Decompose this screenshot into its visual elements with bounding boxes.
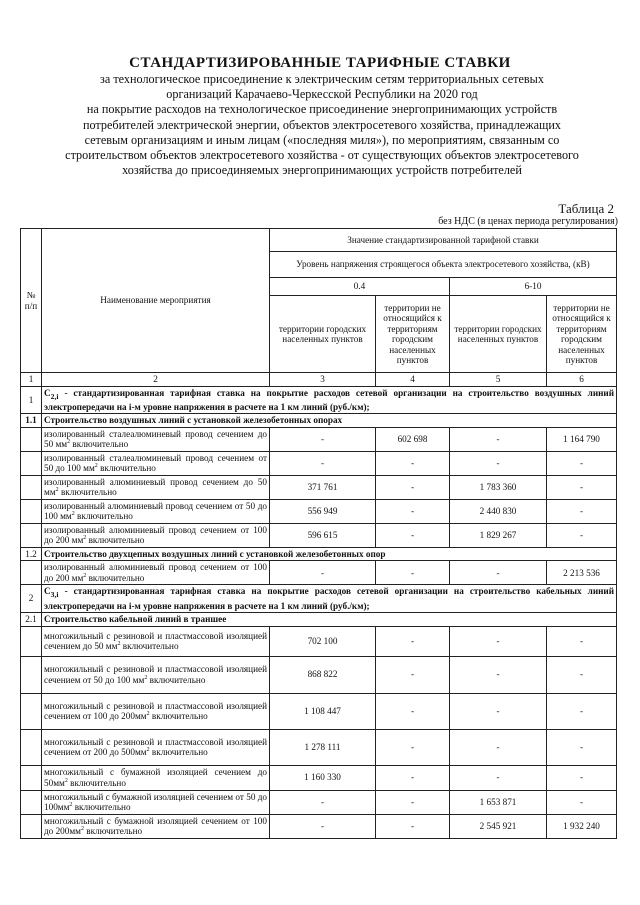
measure-name: многожильный с резиновой и пластмассовой изоляцией сечением до 50 $мм^2$ включительно — [42, 626, 270, 656]
tariff-value-v6: - — [547, 475, 617, 499]
tariff-value-v5: - — [450, 765, 547, 790]
subtitle-line: хозяйства до присоединяемых энергопринимающих устройств потребителей — [122, 163, 522, 178]
tariff-value-v5: 1 653 871 — [450, 790, 547, 814]
subtitle-line: на покрытие расходов на технологическое присоединение энергопринимающих устройств — [86, 102, 558, 117]
subtitle-line: потребителей электрической энергии, объектов электросетевого хозяйства, принадлежащих — [82, 117, 562, 132]
subsection-number: 1.1 — [21, 414, 42, 428]
document-title: СТАНДАРТИЗИРОВАННЫЕ ТАРИФНЫЕ СТАВКИ — [129, 55, 511, 71]
column-number: 1 — [21, 373, 42, 387]
table-row — [21, 626, 617, 656]
row-number-cell — [21, 626, 42, 656]
tariff-table — [20, 228, 617, 839]
table-row — [21, 729, 617, 765]
tariff-value-v3: - — [270, 451, 376, 475]
subsection-row — [21, 414, 617, 428]
tariff-value-v5: - — [450, 427, 547, 451]
section-row — [21, 585, 617, 613]
tariff-value-v5: 1 829 267 — [450, 523, 547, 547]
tariff-value-v6: - — [547, 790, 617, 814]
measure-name: многожильный с бумажной изоляцией сечением от 50 до $100мм^2$ включительно — [42, 790, 270, 814]
section-text: Строительство двухцепных воздушных линий с установкой железобетонных опор — [42, 547, 617, 561]
tariff-value-v4: - — [376, 693, 450, 729]
tariff-value-v6: - — [547, 626, 617, 656]
subtitle-line: организаций Карачаево-Черкесской Республики на 2020 год — [166, 87, 478, 102]
section-row — [21, 613, 617, 627]
tariff-value-v6: - — [547, 499, 617, 523]
row-number-cell — [21, 561, 42, 585]
column-number: 6 — [547, 373, 617, 387]
tariff-value-v6: 1 932 240 — [547, 814, 617, 838]
tariff-value-v5: 2 440 830 — [450, 499, 547, 523]
tariff-value-v3: - — [270, 814, 376, 838]
tariff-value-v6: - — [547, 729, 617, 765]
tariff-value-v4: - — [376, 729, 450, 765]
section-row — [21, 386, 617, 414]
table-row — [21, 523, 617, 547]
column-number: 4 — [376, 373, 450, 387]
row-number-cell — [21, 814, 42, 838]
tariff-value-v3: - — [270, 790, 376, 814]
header-urban: территории городских населенных пунктов — [450, 296, 547, 373]
tariff-value-v5: 2 545 921 — [450, 814, 547, 838]
tariff-value-v3: 702 100 — [270, 626, 376, 656]
subtitle-line: сетевым организациям и иным лицам («последняя миля»), по мероприятиям, связанным со — [84, 132, 560, 147]
measure-name: многожильный с резиновой и пластмассовой изоляцией сечением от 50 до 100 $мм^2$ включительно — [42, 656, 270, 693]
table-number: Таблица 2 — [558, 201, 614, 216]
tariff-value-v5: - — [450, 451, 547, 475]
tariff-value-v3: - — [270, 427, 376, 451]
row-number-cell — [21, 790, 42, 814]
measure-name: изолированный алюминиевый провод сечением до 50 $мм^2$ включительно — [42, 475, 270, 499]
header-nonurban: территории не относящийся к территориям городским населенных пунктов — [547, 296, 617, 373]
subtitle-line: за технологическое присоединение к электрическим сетям территориальных сетевых — [100, 72, 544, 86]
measure-name: многожильный с резиновой и пластмассовой изоляцией сечением от 200 до $500мм^2$ включительно — [42, 729, 270, 765]
tariff-value-v6: 1 164 790 — [547, 427, 617, 451]
subsection-text: Строительство воздушных линий с установкой железобетонных опорах — [42, 414, 617, 428]
tariff-value-v6: - — [547, 656, 617, 693]
row-number-cell — [21, 729, 42, 765]
tariff-value-v6: - — [547, 765, 617, 790]
section-number: 2 — [21, 585, 42, 613]
tariff-value-v4: - — [376, 765, 450, 790]
section-row — [21, 547, 617, 561]
table-row — [21, 561, 617, 585]
row-number-cell — [21, 765, 42, 790]
tariff-value-v4: - — [376, 656, 450, 693]
header-urban: территории городских населенных пунктов — [270, 296, 376, 373]
measure-name: изолированный алюминиевый провод сечением от 100 до 200 $мм^2$ включительно — [42, 523, 270, 547]
measure-name: изолированный сталеалюминевый провод сечением от 50 до 100 $мм^2$ включительно — [42, 451, 270, 475]
column-number: 2 — [42, 373, 270, 387]
tariff-value-v4: - — [376, 523, 450, 547]
measure-name: изолированный сталеалюминевый провод сечением до 50 $мм^2$ включительно — [42, 427, 270, 451]
column-number: 3 — [270, 373, 376, 387]
measure-name: изолированный алюминиевый провод сечением от 100 до 200 $мм^2$ включительно — [42, 561, 270, 585]
table-row — [21, 475, 617, 499]
tariff-value-v3: 1 160 330 — [270, 765, 376, 790]
section-number: 2.1 — [21, 613, 42, 627]
section-text: $C_{2,i}$ - стандартизированная тарифная ставка на покрытие расходов сетевой организации на строительство воздушных линий электропередачи на i-м уровне напряжения в расчете на 1 км линий (руб./км); — [42, 386, 617, 414]
section-text: $C_{3,i}$ - стандартизированная тарифная ставка на покрытие расходов сетевой организации на строительство кабельных линий электропередачи на i-м уровне напряжения в расчете на 1 км линий (руб./км); — [42, 585, 617, 613]
tariff-value-v6: - — [547, 693, 617, 729]
header-row — [21, 229, 617, 252]
document-subtitle — [24, 72, 620, 178]
section-number: 1.2 — [21, 547, 42, 561]
table-row — [21, 427, 617, 451]
tariff-value-v3: 596 615 — [270, 523, 376, 547]
subtitle-line: строительством объектов электросетевого хозяйства - от существующих объектов электросетевого — [65, 148, 579, 163]
column-number-row — [21, 373, 617, 387]
measure-name: многожильный с резиновой и пластмассовой изоляцией сечением от 100 до $200мм^2$ включительно — [42, 693, 270, 729]
header-nonurban: территории не относящийся к территориям городским населенных пунктов — [376, 296, 450, 373]
tariff-value-v3: 556 949 — [270, 499, 376, 523]
measure-name: многожильный с бумажной изоляцией сечением до $50мм^2$ включительно — [42, 765, 270, 790]
section-text: Строительство кабельной линий в траншее — [42, 613, 617, 627]
header-num: № п/п — [21, 229, 42, 373]
tariff-value-v6: 2 213 536 — [547, 561, 617, 585]
tariff-value-v3: 1 108 447 — [270, 693, 376, 729]
tariff-value-v3: - — [270, 561, 376, 585]
row-number-cell — [21, 693, 42, 729]
row-number-cell — [21, 427, 42, 451]
table-row — [21, 451, 617, 475]
table-row — [21, 499, 617, 523]
row-number-cell — [21, 523, 42, 547]
tariff-value-v4: - — [376, 561, 450, 585]
header-value-group: Значение стандартизированной тарифной ставки — [270, 229, 617, 252]
vat-note: без НДС (в ценах периода регулирования) — [438, 216, 618, 227]
tariff-value-v4: - — [376, 475, 450, 499]
tariff-value-v6: - — [547, 451, 617, 475]
table-row — [21, 656, 617, 693]
tariff-value-v3: 868 822 — [270, 656, 376, 693]
tariff-value-v4: - — [376, 499, 450, 523]
header-voltage-6-10: 6-10 — [450, 278, 617, 296]
row-number-cell — [21, 475, 42, 499]
header-voltage-04: 0.4 — [270, 278, 450, 296]
tariff-value-v4: - — [376, 451, 450, 475]
tariff-value-v4: - — [376, 626, 450, 656]
tariff-value-v4: - — [376, 790, 450, 814]
header-name: Наименование мероприятия — [42, 229, 270, 373]
measure-name: многожильный с бумажной изоляцией сечением от 100 до $200мм^2$ включительно — [42, 814, 270, 838]
table-row — [21, 693, 617, 729]
tariff-value-v5: - — [450, 561, 547, 585]
row-number-cell — [21, 451, 42, 475]
tariff-value-v5: - — [450, 693, 547, 729]
tariff-value-v5: - — [450, 656, 547, 693]
tariff-value-v4: 602 698 — [376, 427, 450, 451]
row-number-cell — [21, 656, 42, 693]
column-number: 5 — [450, 373, 547, 387]
tariff-value-v3: 371 761 — [270, 475, 376, 499]
tariff-value-v3: 1 278 111 — [270, 729, 376, 765]
row-number-cell — [21, 499, 42, 523]
measure-name: изолированный алюминиевый провод сечением от 50 до 100 $мм^2$ включительно — [42, 499, 270, 523]
header-voltage-group: Уровень напряжения строящегося объекта электросетевого хозяйства, (кВ) — [270, 252, 617, 278]
tariff-value-v5: - — [450, 626, 547, 656]
table-row — [21, 814, 617, 838]
section-number: 1 — [21, 386, 42, 414]
tariff-value-v5: 1 783 360 — [450, 475, 547, 499]
table-row — [21, 765, 617, 790]
tariff-value-v4: - — [376, 814, 450, 838]
tariff-value-v5: - — [450, 729, 547, 765]
table-row — [21, 790, 617, 814]
tariff-value-v6: - — [547, 523, 617, 547]
